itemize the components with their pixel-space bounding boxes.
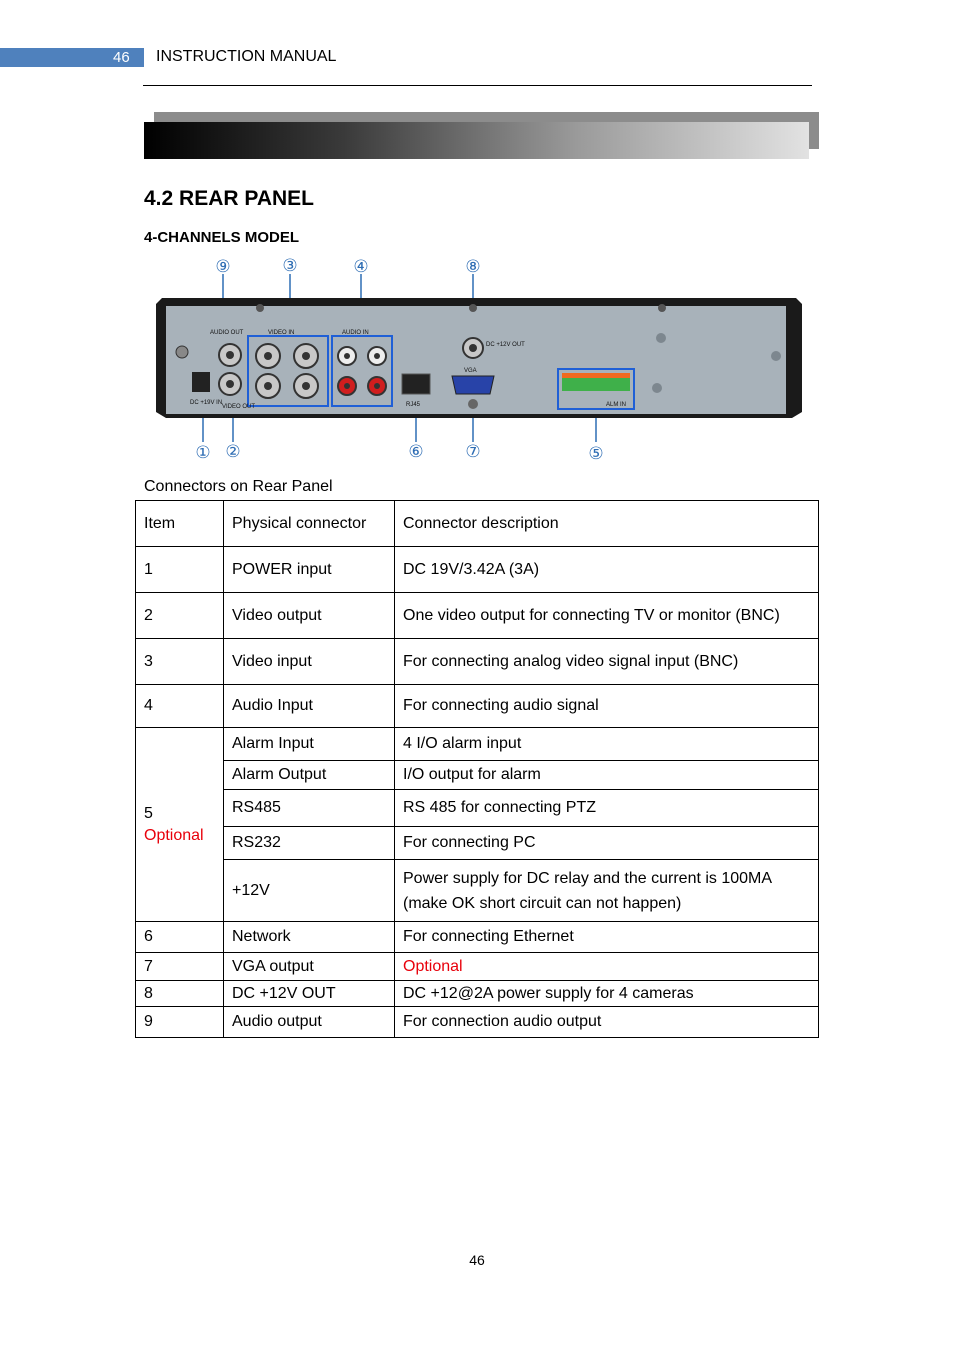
cell-connector: RS232: [224, 827, 395, 860]
alarm-terminal-top: [562, 373, 630, 378]
cell-connector: Video input: [224, 639, 395, 685]
label-rj45: RJ45: [406, 402, 421, 408]
power-jack: [192, 372, 210, 392]
cell-connector: +12V: [224, 860, 395, 922]
callout-6: ⑥: [408, 442, 424, 462]
cell-item: 8: [136, 981, 224, 1007]
label-dc-in: DC +19V IN: [190, 400, 223, 406]
table-row: [136, 547, 819, 593]
table-row: [136, 790, 819, 827]
cell-description: DC 19V/3.42A (3A): [395, 547, 819, 593]
audio-out-bnc-pin: [226, 351, 234, 359]
cell-connector: Audio output: [224, 1007, 395, 1038]
table-row: [136, 761, 819, 790]
table-row: [136, 953, 819, 981]
table-row: [136, 593, 819, 639]
header-connector: Physical connector: [224, 501, 395, 547]
cell-description: DC +12@2A power supply for 4 cameras: [395, 981, 819, 1007]
cell-connector: Alarm Output: [224, 761, 395, 790]
table-row: [136, 685, 819, 728]
label-video-out: VIDEO OUT: [222, 404, 256, 410]
section-title: 4.2 REAR PANEL: [144, 187, 314, 210]
header-item: Item: [136, 501, 224, 547]
cell-description: For connecting PC: [395, 827, 819, 860]
callout-7: ⑦: [465, 442, 481, 462]
table-row: [136, 827, 819, 860]
cell-item: 6: [136, 922, 224, 953]
table-header-row: [136, 501, 819, 547]
table-row: [136, 1007, 819, 1038]
screw: [656, 333, 666, 343]
section-subtitle: 4-CHANNELS MODEL: [144, 229, 300, 246]
screw: [652, 383, 662, 393]
callout-8: ⑧: [465, 257, 481, 277]
cell-item: 4: [136, 685, 224, 728]
callout-1: ①: [195, 443, 211, 463]
header-description: Connector description: [395, 501, 819, 547]
cell-description: RS 485 for connecting PTZ: [395, 790, 819, 827]
cell-item: 2: [136, 593, 224, 639]
table-row: [136, 860, 819, 922]
footer-page-number: 46: [469, 1252, 485, 1268]
label-audio-out: AUDIO OUT: [210, 330, 244, 336]
video-out-bnc-pin: [226, 380, 234, 388]
rear-panel-figure: [144, 252, 809, 464]
cell-connector: Network: [224, 922, 395, 953]
cell-description: For connecting audio signal: [395, 685, 819, 728]
label-vga: VGA: [464, 368, 477, 374]
table-row: [136, 728, 819, 761]
table-row: [136, 922, 819, 953]
callout-2: ②: [225, 442, 241, 462]
cell-connector: Audio Input: [224, 685, 395, 728]
label-video-in: VIDEO IN: [268, 330, 295, 336]
cell-connector: Video output: [224, 593, 395, 639]
vga-screw: [468, 399, 478, 409]
cell-description: I/O output for alarm: [395, 761, 819, 790]
dc-out-jack-pin: [469, 344, 477, 352]
section-banner: [144, 122, 809, 159]
ground-terminal: [176, 346, 188, 358]
cell-connector: RS485: [224, 790, 395, 827]
vga-port: [452, 376, 494, 394]
cell-item: 1: [136, 547, 224, 593]
cell-connector: POWER input: [224, 547, 395, 593]
cell-connector: VGA output: [224, 953, 395, 981]
screw: [771, 351, 781, 361]
cell-item: 7: [136, 953, 224, 981]
cell-description: For connecting Ethernet: [395, 922, 819, 953]
rj45-port: [402, 374, 430, 394]
cell-item-group5: [136, 728, 224, 922]
cell-description: Optional: [395, 953, 819, 981]
table-caption: Connectors on Rear Panel: [144, 478, 333, 495]
table-row: [136, 981, 819, 1007]
screw: [469, 304, 477, 312]
label-alarm-in: ALM IN: [606, 402, 627, 408]
cell-description: For connecting analog video signal input (BNC): [395, 639, 819, 685]
cell-item: 3: [136, 639, 224, 685]
group5-optional-note: Optional: [144, 826, 204, 844]
cell-description: One video output for connecting TV or monitor (BNC): [395, 593, 819, 639]
cell-description: 4 I/O alarm input: [395, 728, 819, 761]
cell-description: Power supply for DC relay and the current is 100MA (make OK short circuit can not happen): [395, 860, 819, 922]
cell-connector: DC +12V OUT: [224, 981, 395, 1007]
callout-3: ③: [282, 256, 298, 276]
screw: [256, 304, 264, 312]
header-page-number: 46: [113, 49, 130, 66]
connectors-table: [135, 500, 819, 1038]
callout-9: ⑨: [215, 257, 231, 277]
cell-description: For connection audio output: [395, 1007, 819, 1038]
table-row: [136, 639, 819, 685]
screw: [658, 304, 666, 312]
header-title: INSTRUCTION MANUAL: [156, 48, 337, 65]
group5-item-number: 5: [144, 804, 153, 822]
cell-connector: Alarm Input: [224, 728, 395, 761]
callout-4: ④: [353, 257, 369, 277]
cell-item: 9: [136, 1007, 224, 1038]
header-rule: [143, 85, 812, 86]
label-audio-in: AUDIO IN: [342, 330, 369, 336]
callout-5: ⑤: [588, 444, 604, 464]
label-dc-out: DC +12V OUT: [486, 342, 525, 348]
